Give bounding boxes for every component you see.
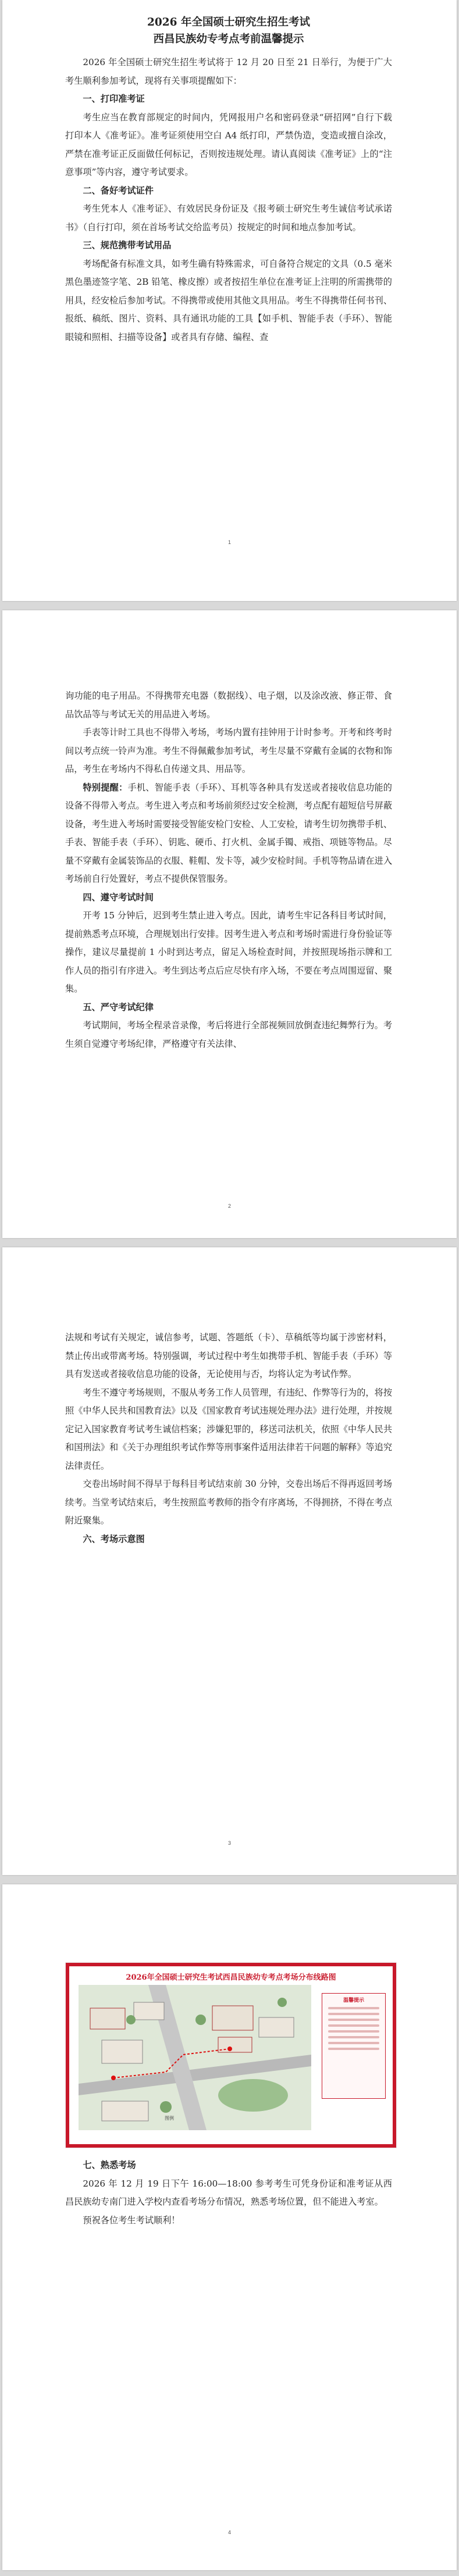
document-title bbox=[65, 14, 392, 48]
title-line-2: 西昌民族幼专考点考前温馨提示 bbox=[153, 33, 304, 45]
intro-paragraph: 2026 年全国硕士研究生招生考试将于 12 月 20 日至 21 日举行，为便于广大考生顺利参加考试，现将有关事项提醒如下： bbox=[65, 57, 392, 86]
page-number: 3 bbox=[227, 1840, 231, 1846]
exam-site-map-image bbox=[65, 1962, 397, 2148]
tips-line bbox=[328, 2007, 379, 2009]
violation-paragraph: 考生不遵守考场规则，不服从考务工作人员管理，有违纪、作弊等行为的，将按照《中华人民共和国教育法》以及《国家教育考试违规处理办法》进行处理，并按规定记入国家教育考试考生诚信档案；涉嫌犯罪的，移送司法机关，依照《中华人民共和国刑法》和《关于办理组织考试作弊等刑事案件适用法律若干问题的解释》等追究法律责任。 bbox=[65, 1387, 392, 1471]
closing-wish: 预祝各位考生考试顺利！ bbox=[83, 2214, 180, 2226]
section-4-text: 开考 15 分钟后，迟到考生禁止进入考点。因此，请考生牢记各科目考试时间，提前熟悉考点环境，合理规划出行安排。因考生进入考点和考场时需进行身份验证等操作，建议尽量提前 1 小时到达考点，留足入场检查时间，并按照现场指示牌和工作人员的指引有序进入。考生到达考点后应尽快有序入场，不要在考点周围逗留、聚集。 bbox=[65, 910, 392, 994]
special-reminder-text: 手机、智能手表（手环）、耳机等各种具有发送或者接收信息功能的设备不得带入考点。考生进入考点和考场前须经过安全检测，考点配有超短信号屏蔽设备，考生进入考场时需要接受智能安检门安检、人工安检，请考生切勿携带手机、手表、智能手表（手环）、钥匙、硬币、打火机、金属手镯、戒指、项链等物品。尽量不穿戴有金属装饰品的衣服、鞋帽、发卡等，减少安检时间。手机等物品请在进入考场前自行处置好，考点不提供保管服务。 bbox=[65, 782, 392, 884]
timing-tools-paragraph: 手表等计时工具也不得带入考场，考场内置有挂钟用于计时参考。开考和终考时间以考点统一铃声为准。考生不得佩戴参加考试，考生尽量不穿戴有金属的衣物和饰品，考生在考场内不得私自传递文具、用品等。 bbox=[65, 727, 392, 774]
section-5-continued: 法规和考试有关规定，诚信参考，试题、答题纸（卡）、草稿纸等均属于涉密材料，禁止传出或带离考场。特别强调，考试过程中考生如携带手机、智能手表（手环）等具有发送或者接收信息功能的设备，无论使用与否，均将认定为考试作弊。 bbox=[65, 1332, 392, 1379]
tips-line bbox=[328, 2042, 379, 2044]
tips-line bbox=[328, 2013, 379, 2015]
section-3-text: 考场配备有标准文具，如考生确有特殊需求，可自备符合规定的文具（0.5 毫米黑色墨迹签字笔、2B 铅笔、橡皮擦）或者按招生单位在准考证上注明的所需携带的用具，经安检后参加考试。不得携带或使用其他文具用品。考生不得携带任何书刊、报纸、稿纸、图片、资料、具有通讯功能的工具【如手机、智能手表（手环）、智能眼镜和照相、扫描等设备】或者具有存储、编程、查 bbox=[65, 258, 392, 342]
document-page-3 bbox=[2, 1247, 457, 1875]
section-heading-1: 一、打印准考证 bbox=[83, 94, 145, 104]
map-tips-title: 温馨提示 bbox=[343, 1997, 364, 2003]
document-page-2 bbox=[2, 610, 457, 1238]
document-page-1 bbox=[2, 0, 457, 601]
tips-line bbox=[328, 2048, 379, 2050]
tips-line bbox=[328, 2024, 379, 2027]
section-1-text: 考生应当在教育部规定的时间内，凭网报用户名和密码登录“研招网”自行下载打印本人《准考证》。准考证须使用空白 A4 纸打印，严禁伪造，变造或擅自涂改，严禁在准考证正反面做任何标记，否则按违规处理。请认真阅读《准考证》上的“注意事项”等内容，遵守考试要求。 bbox=[65, 112, 392, 177]
section-heading-7: 七、熟悉考场 bbox=[83, 2160, 136, 2170]
section-heading-4: 四、遵守考试时间 bbox=[83, 892, 154, 903]
section-2-text: 考生凭本人《准考证》、有效居民身份证及《报考硕士研究生考生诚信考试承诺书》（自行打印，须在首场考试交给监考员）按规定的时间和地点参加考试。 bbox=[65, 203, 392, 232]
section-heading-5: 五、严守考试纪律 bbox=[83, 1001, 154, 1012]
map-tips-box bbox=[322, 1993, 386, 2099]
submission-paragraph: 交卷出场时间不得早于每科目考试结束前 30 分钟，交卷出场后不得再返回考场续考。当堂考试结束后，考生按照监考教师的指令有序离场，不得拥挤，不得在考点附近聚集。 bbox=[65, 1479, 392, 1526]
special-reminder-paragraph bbox=[65, 779, 392, 889]
page-4-content bbox=[65, 2156, 392, 2230]
special-reminder-label: 特别提醒： bbox=[83, 782, 128, 793]
page-number: 1 bbox=[227, 539, 231, 545]
map-legend-label: 图例 bbox=[165, 2116, 174, 2121]
section-heading-6: 六、考场示意图 bbox=[83, 1533, 145, 1544]
tips-line bbox=[328, 2030, 379, 2033]
page-1-content bbox=[65, 12, 392, 346]
section-heading-2: 二、备好考试证件 bbox=[83, 185, 154, 196]
document-page-4 bbox=[2, 1884, 457, 2570]
section-heading-3: 三、规范携带考试用品 bbox=[83, 240, 172, 251]
tips-line bbox=[328, 2019, 379, 2021]
page-2-content bbox=[65, 687, 392, 1053]
tips-line bbox=[328, 2036, 379, 2038]
section-5-text: 考试期间，考场全程录音录像，考后将进行全部视频回放倒查违纪舞弊行为。考生须自觉遵守考场纪律，严格遵守有关法律、 bbox=[65, 1020, 392, 1049]
campus-aerial-illustration bbox=[79, 1985, 311, 2130]
page-number: 4 bbox=[227, 2530, 231, 2535]
map-title: 2026年全国硕士研究生考试西昌民族幼专考点考场分布线路图 bbox=[126, 1973, 336, 1982]
page-3-content bbox=[65, 1329, 392, 1548]
title-line-1: 2026 年全国硕士研究生招生考试 bbox=[147, 16, 310, 28]
page-number: 2 bbox=[227, 1203, 231, 1209]
section-3-continued: 询功能的电子用品。不得携带充电器（数据线）、电子烟，以及涂改液、修正带、食品饮品等与考试无关的用品进入考场。 bbox=[65, 690, 392, 720]
section-7-text: 2026 年 12 月 19 日下午 16:00—18:00 参考考生可凭身份证和准考证从西昌民族幼专南门进入学校内查看考场分布情况，熟悉考场位置，但不能进入考室。 bbox=[65, 2178, 392, 2207]
